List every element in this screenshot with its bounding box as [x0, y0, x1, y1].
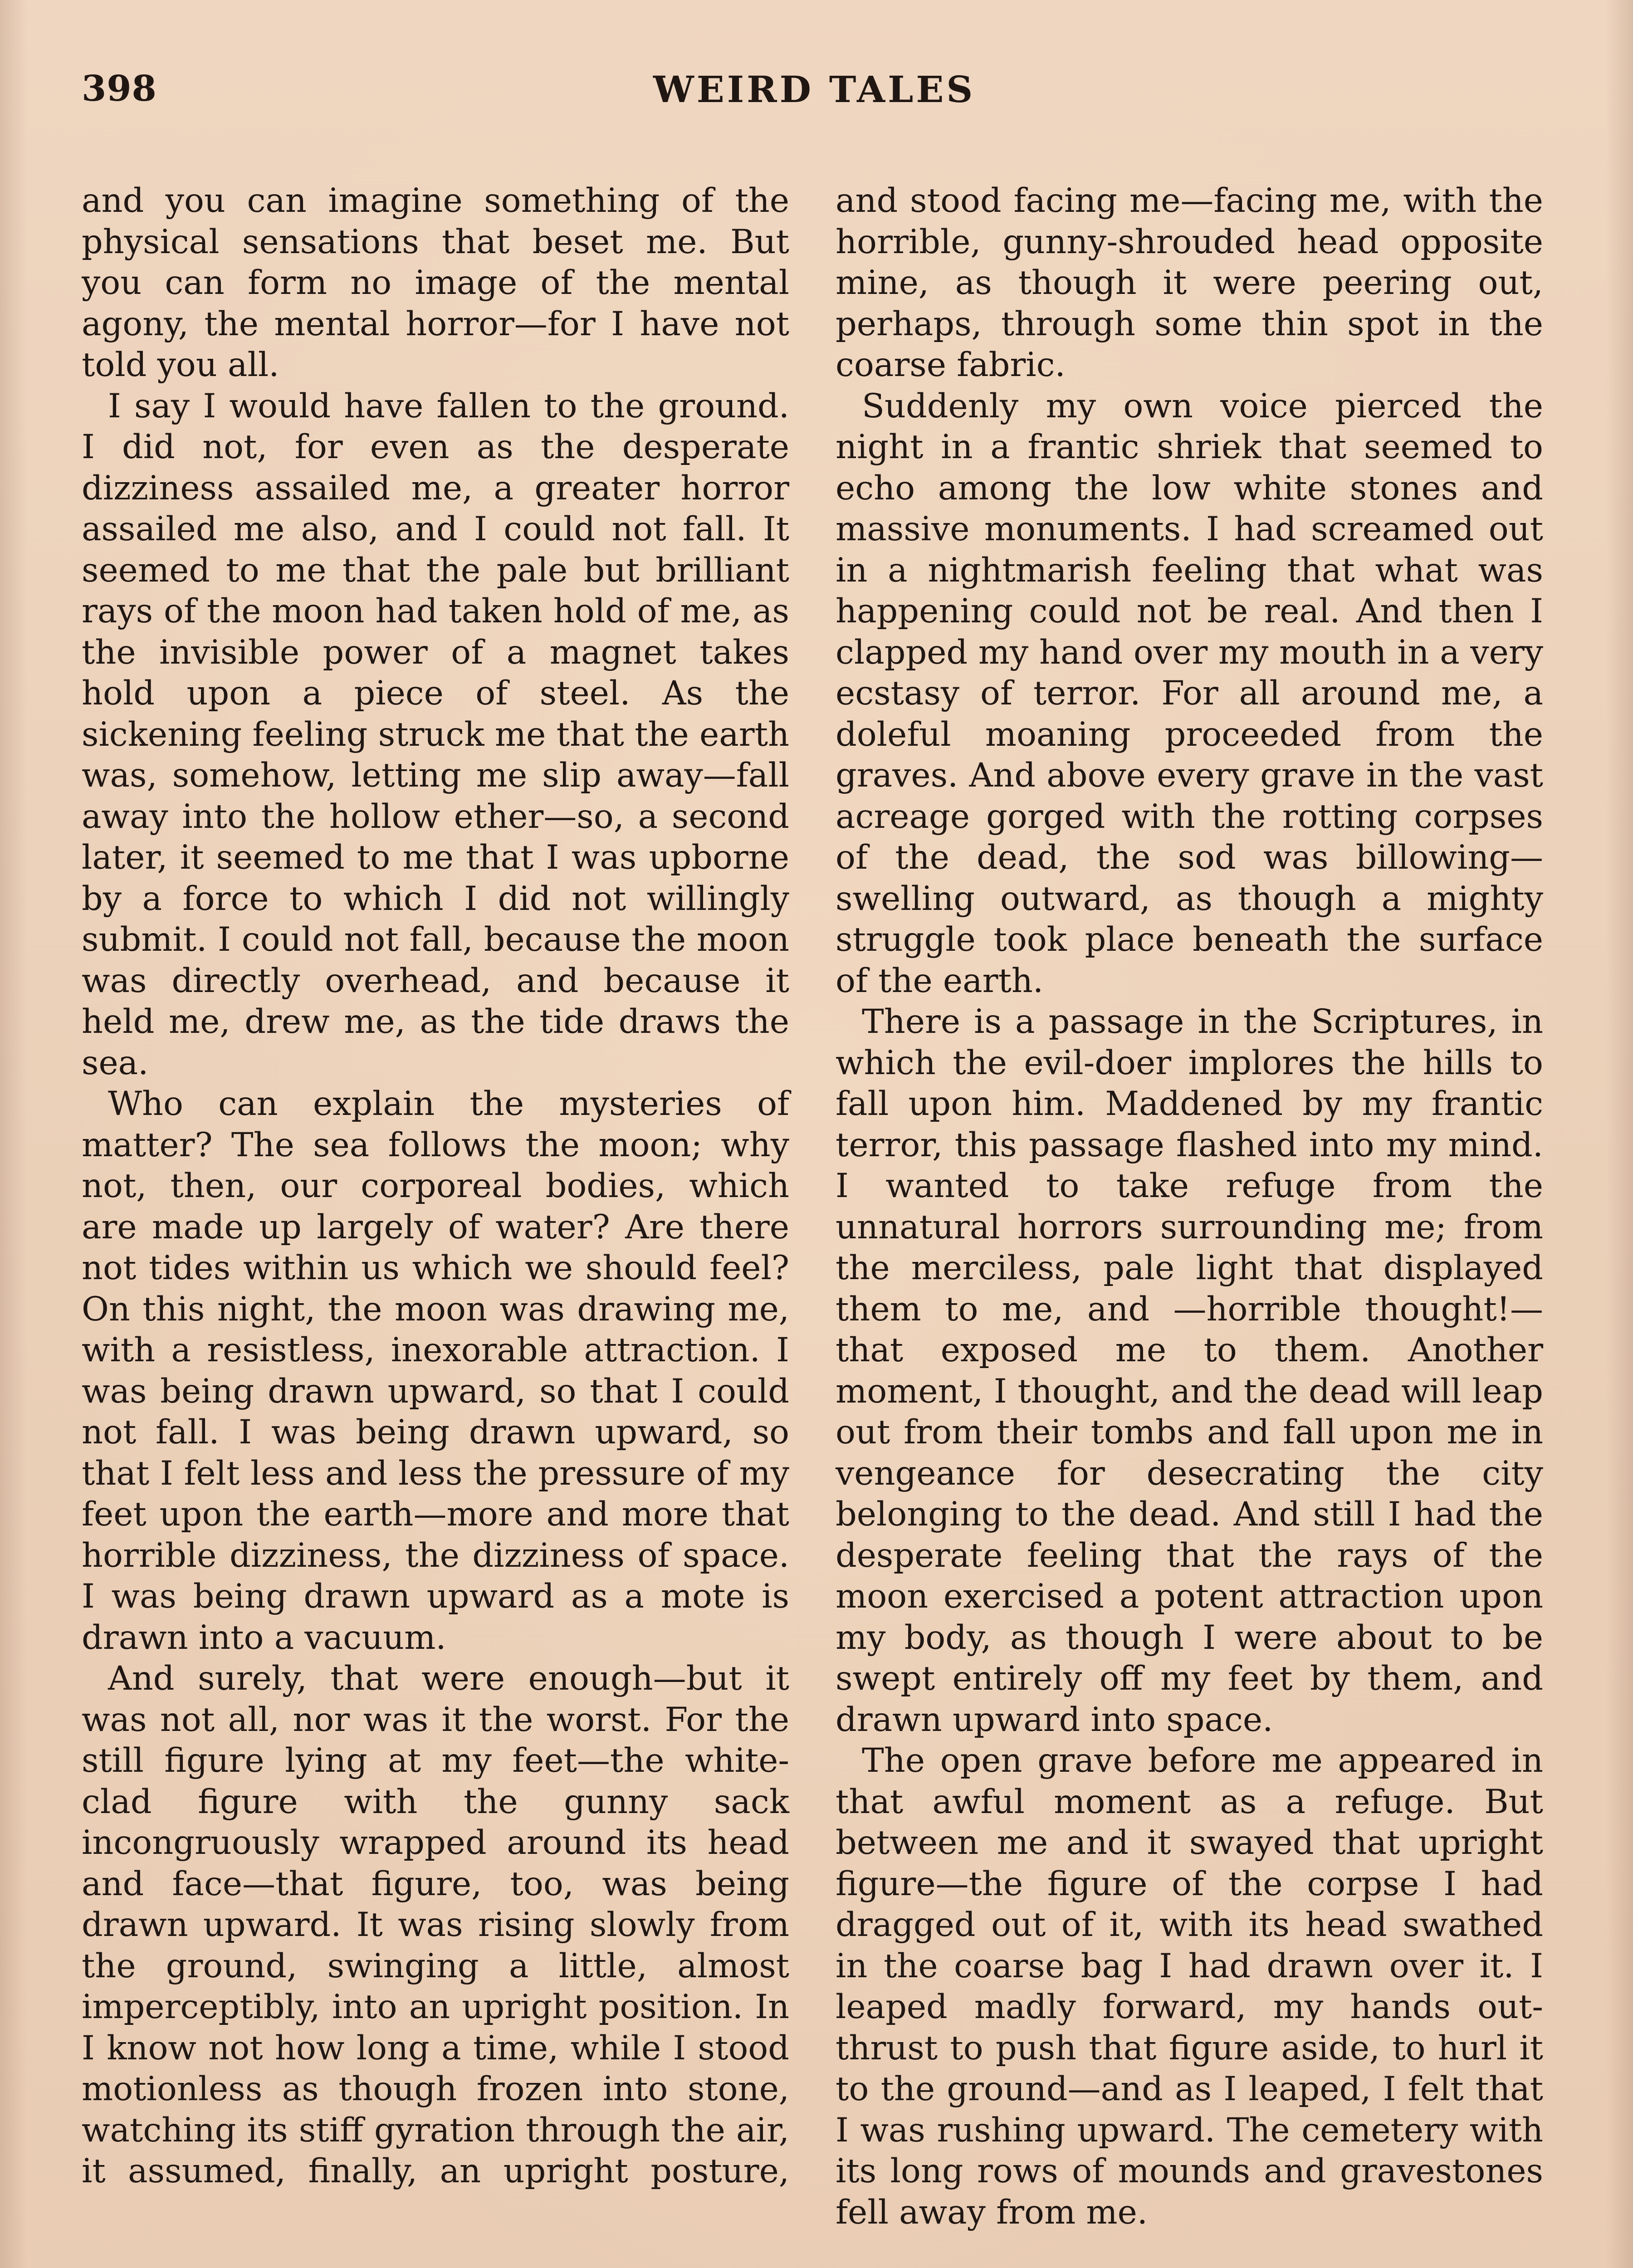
right-paragraph-3: There is a passage in the Scriptures, in which the evil-doer implores the hills to fall upon him. Maddened by my frantic terror, this passage flashed into my mind. I wanted to take refuge from the unnatural horrors surrounding me; from the merciless, pale light that displayed them to me, and —horrible thought!—that exposed me to them. Another moment, I thought, and the dead will leap out from their tombs and fall upon me in vengeance for desecrating the city belonging to the dead. And still I had the desperate feeling that the rays of the moon exercised a potent attraction upon my body, as though I were about to be swept entirely off my feet by them, and drawn upward into space. [836, 1002, 1543, 1739]
left-paragraph-3: Who can explain the mysteries of matter? The sea follows the moon; why not, then, our corporeal bodies, which are made up largely of water? Are there not tides within us which we should feel? On this night, the moon was drawing me, with a resistless, inexorable attraction. I was being drawn upward, so that I could not fall. I was being drawn upward, so that I felt less and less the pressure of my feet upon the earth—more and more that horrible dizziness, the dizziness of space. I was being drawn upward as a mote is drawn into a vacuum. [82, 1085, 789, 1657]
right-column [836, 181, 1543, 2233]
page-number: 398 [82, 68, 157, 109]
page-edge-shadow-left [0, 0, 27, 2268]
left-column [82, 181, 789, 2192]
page-header [82, 68, 1547, 118]
left-paragraph-1: and you can imagine something of the physical sensations that beset me. But you can form no image of the mental agony, the mental horror—for I have not told you all. [82, 181, 789, 384]
right-paragraph-1: and stood facing me—facing me, with the horrible, gunny-shrouded head opposite mine, as though it were peering out, perhaps, through some thin spot in the coarse fabric. [836, 181, 1543, 384]
right-paragraph-4: The open grave before me appeared in that awful moment as a refuge. But between me and it swayed that upright figure—the figure of the corpse I had dragged out of it, with its head swathed in the coarse bag I had drawn over it. I leaped madly forward, my hands out-thrust to push that figure aside, to hurl it to the ground—and as I leaped, I felt that I was rushing upward. The cemetery with its long rows of mounds and gravestones fell away from me. [836, 1741, 1543, 2232]
right-paragraph-2: Suddenly my own voice pierced the night in a frantic shriek that seemed to echo among the low white stones and massive monuments. I had screamed out in a nightmarish feeling that what was happening could not be real. And then I clapped my hand over my mouth in a very ecstasy of terror. For all around me, a doleful moaning proceeded from the graves. And above every grave in the vast acreage gorged with the rotting corpses of the dead, the sod was billowing—swelling outward, as though a mighty struggle took place beneath the surface of the earth. [836, 386, 1543, 1000]
left-paragraph-4: And surely, that were enough—but it was not all, nor was it the worst. For the still figure lying at my feet—the white-clad figure with the gunny sack incongruously wrapped around its head and face—that figure, too, was being drawn upward. It was rising slowly from the ground, swinging a little, almost imperceptibly, into an upright position. In I know not how long a time, while I stood motionless as though frozen into stone, watching its stiff gyration through the air, it assumed, finally, an upright posture, [82, 1659, 789, 2190]
running-title: WEIRD TALES [653, 68, 976, 111]
page-edge-shadow-right [1606, 0, 1633, 2268]
left-paragraph-2: I say I would have fallen to the ground. I did not, for even as the desperate dizziness assailed me, a greater horror assailed me also, and I could not fall. It seemed to me that the pale but brilliant rays of the moon had taken hold of me, as the invisible power of a magnet takes hold upon a piece of steel. As the sickening feeling struck me that the earth was, somehow, letting me slip away—fall away into the hollow ether—so, a second later, it seemed to me that I was upborne by a force to which I did not willingly submit. I could not fall, because the moon was directly overhead, and because it held me, drew me, as the tide draws the sea. [82, 386, 789, 1082]
